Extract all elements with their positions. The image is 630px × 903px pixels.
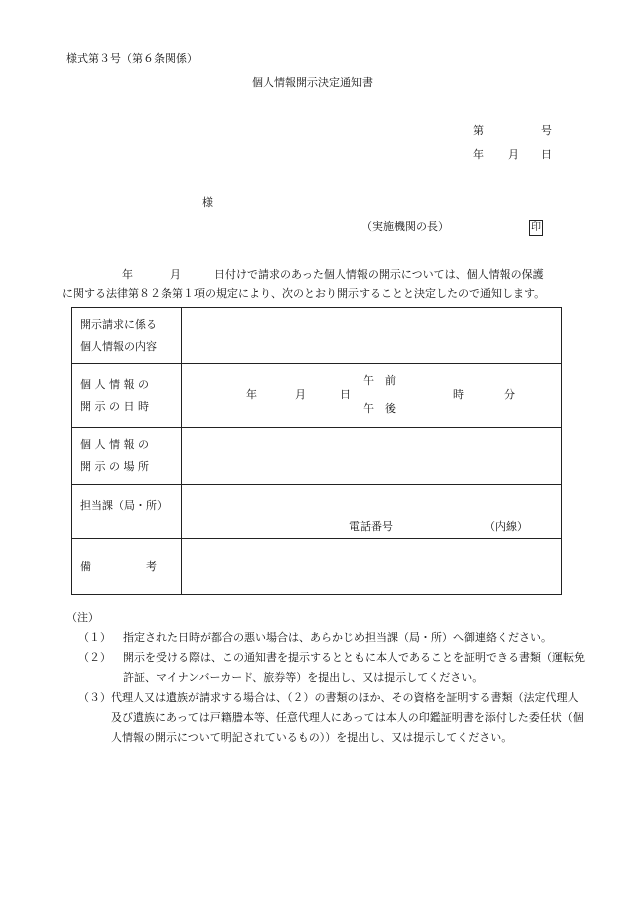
phone-label: 電話番号 — [349, 520, 393, 533]
datetime-field[interactable] — [182, 364, 562, 428]
document-title: 個人情報開示決定通知書 — [252, 76, 373, 89]
note-text: 指定された日時が都合の悪い場合は、あらかじめ担当課（局・所）へ御連絡ください。 — [123, 631, 552, 644]
body-line2: に関する法律第８２条第１項の規定により、次のとおり開示することと決定したので通知します。 — [62, 287, 546, 300]
dt-tsuki: 月 — [295, 388, 306, 401]
row-label-line: 個人情報の内容 — [80, 339, 157, 353]
recipient-suffix: 様 — [202, 196, 213, 209]
notes-heading: （注） — [66, 611, 99, 624]
table-row — [72, 485, 562, 539]
row-label-line: 開 示 の 日 時 — [80, 399, 149, 413]
note-text: 開示を受ける際は、この通知書を提示するとともに本人であることを証明できる書類（運転免許証、マイナンバーカード、旅券等）を提出し、又は提示してください。 — [123, 651, 585, 684]
dt-gogo: 午 後 — [363, 402, 396, 415]
date-hi: 日 — [541, 148, 552, 161]
date-tsuki: 月 — [508, 148, 519, 161]
extension-label: （内線） — [484, 520, 528, 533]
note-item — [66, 648, 586, 688]
table-row — [72, 539, 562, 595]
dt-hi: 日 — [340, 388, 351, 401]
content-field[interactable] — [182, 308, 562, 364]
table-row — [72, 428, 562, 485]
date-nen: 年 — [473, 148, 484, 161]
note-text: 代理人又は遺族が請求する場合は、（２）の書類のほか、その資格を証明する書類（法定代理人及び遺族にあっては戸籍謄本等、任意代理人にあっては本人の印鑑証明書を添付した委任状（個人情報の開示について明記されているもの））を提出し、又は提示してください。 — [111, 691, 584, 744]
row-label-line: 個 人 情 報 の — [80, 438, 149, 451]
remarks-field[interactable] — [182, 539, 562, 595]
dt-ji: 時 — [453, 388, 464, 401]
note-item — [66, 688, 586, 748]
dt-gozen: 午 前 — [363, 374, 396, 387]
notes-section — [66, 608, 586, 748]
table-row — [72, 364, 562, 428]
body-tsuki: 月 — [170, 268, 181, 281]
table-row — [72, 308, 562, 364]
department-field[interactable] — [182, 485, 562, 539]
body-line1: 日付けで請求のあった個人情報の開示については、個人情報の保護 — [214, 268, 544, 281]
note-number: （３） — [78, 691, 111, 704]
info-table — [71, 307, 562, 595]
row-label-line: 担当課（局・所） — [80, 499, 168, 512]
row-label-line: 個 人 情 報 の — [80, 377, 149, 391]
place-field[interactable] — [182, 428, 562, 485]
form-number: 様式第３号（第６条関係） — [66, 52, 198, 65]
dt-fun: 分 — [504, 388, 515, 401]
dt-nen: 年 — [246, 388, 257, 401]
note-number: （２） — [78, 651, 111, 664]
seal-stamp: 印 — [529, 220, 543, 236]
issuer-title: （実施機関の長） — [361, 220, 449, 233]
number-dai: 第 — [473, 124, 484, 137]
body-nen: 年 — [122, 268, 133, 281]
note-number: （１） — [78, 631, 111, 644]
note-item — [66, 628, 586, 648]
row-label-line: 開示請求に係る — [80, 317, 157, 331]
row-label-line: 開 示 の 場 所 — [80, 460, 149, 473]
row-label-line: 備 考 — [80, 559, 157, 573]
number-go: 号 — [541, 124, 552, 137]
